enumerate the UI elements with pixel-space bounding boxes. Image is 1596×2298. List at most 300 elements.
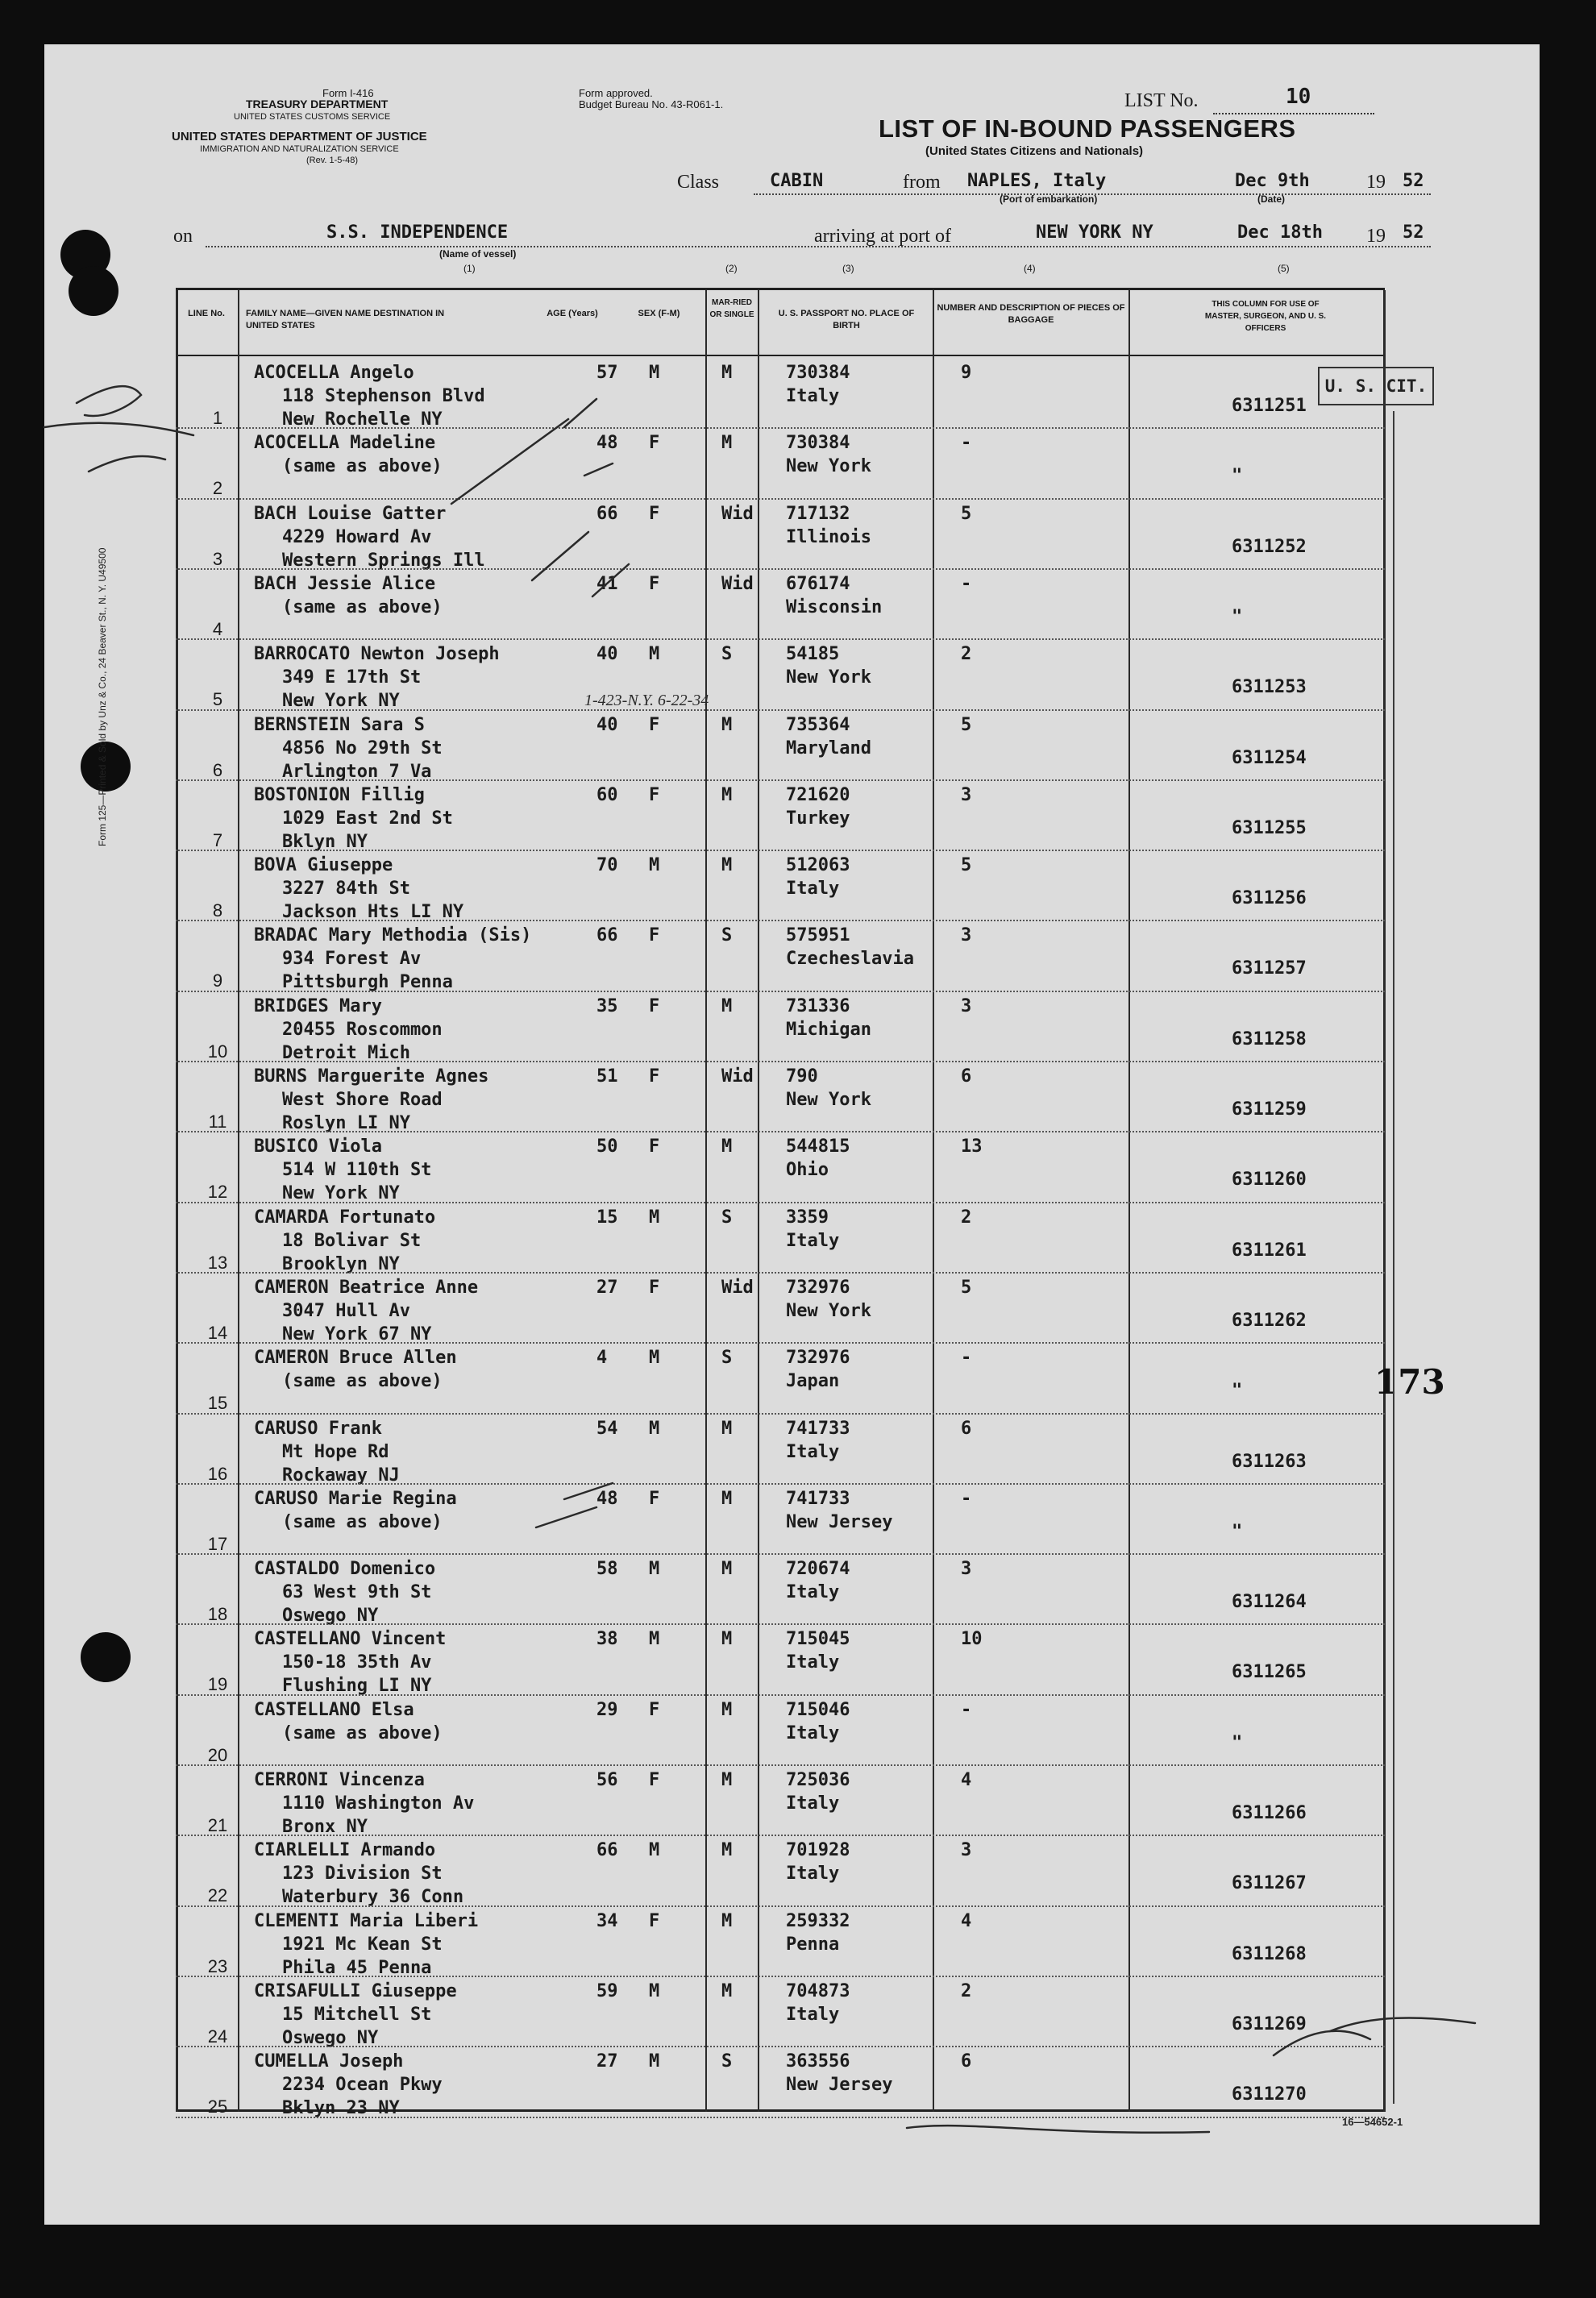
passenger-age: 15: [596, 1207, 618, 1228]
passenger-sex: M: [649, 1207, 660, 1228]
passenger-address-2: Rockaway NJ: [282, 1465, 400, 1486]
baggage-count: 5: [961, 855, 972, 876]
passenger-marital-status: Wid: [721, 503, 754, 524]
col-2-number: (2): [725, 263, 738, 274]
row-separator: [176, 638, 1385, 640]
place-of-birth: Italy: [786, 1864, 840, 1885]
form-number: Form I-416: [322, 87, 374, 99]
passenger-age: 48: [596, 433, 618, 454]
line-number: 5: [212, 689, 223, 710]
date-caption: (Date): [1257, 193, 1286, 205]
passenger-marital-status: S: [721, 1348, 733, 1369]
baggage-count: 3: [961, 1559, 972, 1580]
passenger-age: 35: [596, 995, 618, 1016]
passenger-name: BACH Jessie Alice: [254, 573, 436, 594]
baggage-count: -: [961, 1699, 972, 1720]
row-separator: [176, 1694, 1385, 1696]
place-of-birth: Italy: [786, 386, 840, 406]
passport-number: 701928: [786, 1840, 850, 1861]
passenger-address-2: Roslyn LI NY: [282, 1113, 410, 1133]
us-citizen-stamp: U. S. CIT.: [1318, 367, 1434, 405]
passport-number: 732976: [786, 1348, 850, 1369]
passenger-address-1: 18 Bolivar St: [282, 1230, 422, 1251]
side-print: Form 125—Printed & Sold by Unz & Co., 24 Beaver St., N. Y. U49500: [97, 547, 108, 846]
line-number: 21: [207, 1815, 228, 1835]
treasury-dept: TREASURY DEPARTMENT: [246, 98, 389, 110]
col-1-number: (1): [463, 263, 476, 274]
passenger-marital-status: M: [721, 1137, 733, 1157]
passenger-age: 38: [596, 1629, 618, 1650]
passenger-marital-status: M: [721, 1418, 733, 1439]
passenger-address-1: 1029 East 2nd St: [282, 808, 453, 829]
passenger-age: 59: [596, 1980, 618, 2001]
header-name: FAMILY NAME—GIVEN NAME DESTINATION IN UNITED STATES: [246, 309, 445, 330]
passport-number: 735364: [786, 714, 850, 735]
passenger-marital-status: S: [721, 925, 733, 946]
place-of-birth: Italy: [786, 1793, 840, 1814]
passenger-age: 48: [596, 1488, 618, 1509]
passenger-sex: F: [649, 1277, 660, 1298]
passenger-age: 40: [596, 714, 618, 735]
passport-number: 54185: [786, 644, 840, 665]
arrival-year-prefix: 19: [1366, 226, 1386, 247]
passenger-name: CRISAFULLI Giuseppe: [254, 1980, 457, 2001]
place-of-birth: Italy: [786, 1230, 840, 1251]
baggage-count: 9: [961, 363, 972, 383]
passenger-age: 60: [596, 784, 618, 805]
passenger-age: 27: [596, 2051, 618, 2072]
from-label: from: [903, 172, 941, 193]
baggage-count: -: [961, 1488, 972, 1509]
baggage-count: 4: [961, 1770, 972, 1790]
row-separator: [176, 427, 1385, 429]
passenger-sex: F: [649, 1910, 660, 1931]
officer-number: ": [1232, 1521, 1243, 1542]
embark-caption: (Port of embarkation): [1000, 193, 1098, 205]
passenger-name: BRIDGES Mary: [254, 995, 382, 1016]
passenger-address-1: 934 Forest Av: [282, 949, 422, 970]
class-label: Class: [677, 172, 720, 193]
passenger-age: 70: [596, 855, 618, 876]
line-number: 4: [212, 618, 223, 639]
passenger-address-1: 514 W 110th St: [282, 1160, 432, 1181]
passenger-name: ACOCELLA Angelo: [254, 363, 414, 383]
customs-service: UNITED STATES CUSTOMS SERVICE: [234, 112, 391, 122]
col-3-number: (3): [842, 263, 854, 274]
passenger-age: 58: [596, 1559, 618, 1580]
row-separator: [176, 1553, 1385, 1555]
place-of-birth: Italy: [786, 1582, 840, 1603]
line-number: 18: [207, 1604, 228, 1625]
ins-service: IMMIGRATION AND NATURALIZATION SERVICE: [200, 144, 399, 154]
passenger-name: CAMERON Beatrice Anne: [254, 1277, 479, 1298]
passenger-address-2: Detroit Mich: [282, 1042, 410, 1063]
officer-number: 6311269: [1232, 2013, 1307, 2034]
officer-number: 6311252: [1232, 536, 1307, 557]
passenger-address-2: Arlington 7 Va: [282, 761, 432, 782]
officer-number: 6311258: [1232, 1028, 1307, 1049]
passenger-sex: F: [649, 995, 660, 1016]
passenger-marital-status: M: [721, 1629, 733, 1650]
line-number: 11: [208, 1112, 227, 1132]
officer-number: 6311267: [1232, 1873, 1307, 1894]
vessel-name: S.S. INDEPENDENCE: [326, 222, 509, 243]
passport-number: 721620: [786, 784, 850, 805]
row-separator: [176, 1342, 1385, 1344]
row-separator: [176, 1483, 1385, 1485]
passenger-address-1: 150-18 35th Av: [282, 1652, 432, 1673]
baggage-count: 2: [961, 1207, 972, 1228]
passport-number: 715045: [786, 1629, 850, 1650]
baggage-count: 6: [961, 1066, 972, 1087]
passenger-address-1: 63 West 9th St: [282, 1582, 432, 1603]
passenger-name: CIARLELLI Armando: [254, 1840, 436, 1861]
passenger-address-2: Flushing LI NY: [282, 1676, 432, 1697]
passport-number: 741733: [786, 1488, 850, 1509]
passenger-name: CARUSO Frank: [254, 1418, 382, 1439]
row-separator: [176, 2046, 1385, 2047]
punch-hole: [81, 1632, 131, 1682]
line-number: 13: [207, 1252, 228, 1273]
passenger-age: 50: [596, 1137, 618, 1157]
place-of-birth: Illinois: [786, 526, 871, 547]
passenger-address-1: 3227 84th St: [282, 879, 410, 900]
passenger-age: 66: [596, 925, 618, 946]
row-separator: [176, 850, 1385, 851]
baggage-count: 5: [961, 1277, 972, 1298]
passenger-sex: F: [649, 784, 660, 805]
passenger-sex: M: [649, 1348, 660, 1369]
line-number: 24: [207, 2026, 228, 2047]
place-of-birth: Italy: [786, 1441, 840, 1462]
officer-number: 6311260: [1232, 1170, 1307, 1191]
passenger-address-1: 118 Stephenson Blvd: [282, 386, 485, 406]
passenger-marital-status: M: [721, 784, 733, 805]
place-of-birth: Wisconsin: [786, 596, 883, 617]
place-of-birth: New York: [786, 667, 871, 688]
line-number: 14: [207, 1322, 228, 1343]
line-number: 2: [212, 478, 223, 499]
passenger-name: CLEMENTI Maria Liberi: [254, 1910, 479, 1931]
baggage-count: 13: [961, 1137, 983, 1157]
passenger-address-1: 4229 Howard Av: [282, 526, 432, 547]
passport-number: 704873: [786, 1980, 850, 2001]
passport-number: 720674: [786, 1559, 850, 1580]
passenger-marital-status: Wid: [721, 1277, 754, 1298]
arrival-date: Dec 18th: [1237, 222, 1323, 243]
passenger-name: CASTELLANO Vincent: [254, 1629, 447, 1650]
passenger-address-1: 20455 Roscommon: [282, 1019, 443, 1040]
passenger-name: BERNSTEIN Sara S: [254, 714, 425, 735]
officer-number: ": [1232, 1732, 1243, 1753]
baggage-count: 3: [961, 925, 972, 946]
baggage-count: 4: [961, 1910, 972, 1931]
depart-date: Dec 9th: [1235, 171, 1310, 191]
officer-number: 6311256: [1232, 888, 1307, 909]
place-of-birth: Penna: [786, 1934, 840, 1955]
passport-number: 575951: [786, 925, 850, 946]
place-of-birth: New York: [786, 1090, 871, 1110]
place-of-birth: Ohio: [786, 1160, 829, 1181]
passenger-name: CERRONI Vincenza: [254, 1770, 425, 1790]
passenger-marital-status: S: [721, 2051, 733, 2072]
passenger-address-1: 15 Mitchell St: [282, 2004, 432, 2025]
passenger-sex: F: [649, 503, 660, 524]
passenger-sex: M: [649, 1418, 660, 1439]
passport-number: 259332: [786, 1910, 850, 1931]
officer-number: 6311262: [1232, 1310, 1307, 1331]
place-of-birth: New Jersey: [786, 1511, 893, 1532]
header-officers: THIS COLUMN FOR USE OF MASTER, SURGEON, AND U. S. OFFICERS: [1204, 300, 1327, 333]
row-separator: [176, 498, 1385, 500]
passenger-name: CUMELLA Joseph: [254, 2051, 404, 2072]
passenger-address-2: Jackson Hts LI NY: [282, 902, 464, 923]
passenger-name: ACOCELLA Madeline: [254, 433, 436, 454]
passenger-address-1: 123 Division St: [282, 1864, 443, 1885]
header-baggage: NUMBER AND DESCRIPTION OF PIECES OF BAGGAGE: [937, 303, 1125, 325]
row-separator: [176, 1413, 1385, 1415]
officer-number: 6311257: [1232, 958, 1307, 979]
passport-number: 717132: [786, 503, 850, 524]
passenger-sex: M: [649, 644, 660, 665]
passenger-age: 57: [596, 363, 618, 383]
line-number: 9: [212, 970, 223, 991]
passenger-address-1: (same as above): [282, 1511, 443, 1532]
place-of-birth: Italy: [786, 879, 840, 900]
passenger-age: 54: [596, 1418, 618, 1439]
row-separator: [176, 709, 1385, 711]
baggage-count: 3: [961, 995, 972, 1016]
passenger-age: 66: [596, 503, 618, 524]
passport-number: 676174: [786, 573, 850, 594]
passenger-sex: F: [649, 1066, 660, 1087]
punch-hole: [69, 266, 118, 316]
passenger-address-2: Oswego NY: [282, 1606, 379, 1627]
passenger-age: 27: [596, 1277, 618, 1298]
passenger-address-2: New York NY: [282, 1183, 400, 1204]
passenger-age: 41: [596, 573, 618, 594]
officer-number: 6311270: [1232, 2084, 1307, 2105]
row-separator: [176, 1623, 1385, 1625]
line-number: 16: [207, 1463, 228, 1484]
passenger-sex: M: [649, 1980, 660, 2001]
officer-number: 6311251: [1232, 396, 1307, 416]
line-number: 7: [212, 829, 223, 850]
passenger-age: 51: [596, 1066, 618, 1087]
passport-number: 715046: [786, 1699, 850, 1720]
place-of-birth: New Jersey: [786, 2075, 893, 2096]
row-separator: [176, 1202, 1385, 1203]
passport-number: 544815: [786, 1137, 850, 1157]
baggage-count: -: [961, 573, 972, 594]
row-separator: [176, 1976, 1385, 1977]
passenger-address-2: Phila 45 Penna: [282, 1957, 432, 1978]
baggage-count: -: [961, 1348, 972, 1369]
col-4-number: (4): [1024, 263, 1036, 274]
place-of-birth: Italy: [786, 1722, 840, 1743]
line-number: 20: [207, 1744, 228, 1765]
row-separator: [176, 568, 1385, 570]
passenger-address-1: 2234 Ocean Pkwy: [282, 2075, 443, 2096]
place-of-birth: Michigan: [786, 1019, 871, 1040]
line-number: 19: [207, 1674, 228, 1695]
place-of-birth: Italy: [786, 1652, 840, 1673]
line-number: 3: [212, 548, 223, 569]
passenger-name: CAMERON Bruce Allen: [254, 1348, 457, 1369]
passenger-sex: F: [649, 1488, 660, 1509]
passport-number: 3359: [786, 1207, 829, 1228]
passenger-name: CARUSO Marie Regina: [254, 1488, 457, 1509]
place-of-birth: New York: [786, 456, 871, 477]
list-no-label: LIST No.: [1124, 90, 1199, 111]
passenger-marital-status: M: [721, 1910, 733, 1931]
passenger-name: CASTALDO Domenico: [254, 1559, 436, 1580]
passenger-sex: F: [649, 925, 660, 946]
passenger-marital-status: S: [721, 1207, 733, 1228]
depart-year: 52: [1403, 171, 1424, 191]
header-married: MAR-RIED OR SINGLE: [709, 298, 754, 319]
baggage-count: 5: [961, 503, 972, 524]
row-separator: [176, 1905, 1385, 1907]
passport-number: 731336: [786, 995, 850, 1016]
baggage-count: 2: [961, 644, 972, 665]
row-separator: [176, 1764, 1385, 1766]
on-label: on: [173, 226, 193, 247]
passenger-marital-status: M: [721, 714, 733, 735]
passenger-marital-status: Wid: [721, 1066, 754, 1087]
passenger-address-1: 3047 Hull Av: [282, 1300, 410, 1321]
passenger-sex: M: [649, 855, 660, 876]
passport-number: 730384: [786, 363, 850, 383]
passenger-name: BUSICO Viola: [254, 1137, 382, 1157]
table-header-border: [176, 355, 1385, 356]
passenger-marital-status: M: [721, 433, 733, 454]
line-number: 17: [207, 1533, 228, 1554]
passenger-sex: F: [649, 573, 660, 594]
officer-number: 6311263: [1232, 1451, 1307, 1472]
passenger-address-2: Western Springs Ill: [282, 550, 485, 571]
baggage-count: 3: [961, 1840, 972, 1861]
passenger-marital-status: M: [721, 855, 733, 876]
list-no-value: 10: [1286, 85, 1311, 109]
row-separator: [176, 1835, 1385, 1836]
officer-number: ": [1232, 1381, 1243, 1402]
place-of-birth: Czecheslavia: [786, 949, 914, 970]
form-approved: Form approved.: [579, 87, 653, 99]
revision: (Rev. 1-5-48): [306, 156, 358, 165]
passenger-age: 34: [596, 1910, 618, 1931]
officer-number: 6311268: [1232, 1943, 1307, 1964]
passenger-marital-status: M: [721, 1980, 733, 2001]
row-separator: [176, 920, 1385, 921]
baggage-count: -: [961, 433, 972, 454]
place-of-birth: Turkey: [786, 808, 850, 829]
passenger-age: 40: [596, 644, 618, 665]
budget-bureau: Budget Bureau No. 43-R061-1.: [579, 98, 724, 110]
passenger-address-2: Brooklyn NY: [282, 1253, 400, 1274]
passenger-sex: M: [649, 1559, 660, 1580]
baggage-count: 6: [961, 1418, 972, 1439]
passenger-address-1: (same as above): [282, 1722, 443, 1743]
passenger-sex: F: [649, 433, 660, 454]
officer-number: 6311255: [1232, 817, 1307, 838]
place-of-birth: Maryland: [786, 738, 871, 758]
passenger-sex: M: [649, 2051, 660, 2072]
arrival-port: NEW YORK NY: [1036, 222, 1153, 243]
passenger-marital-status: Wid: [721, 573, 754, 594]
line-number: 25: [207, 2096, 228, 2117]
page-subtitle: (United States Citizens and Nationals): [925, 144, 1144, 158]
passenger-name: BARROCATO Newton Joseph: [254, 644, 500, 665]
passenger-address-1: 4856 No 29th St: [282, 738, 443, 758]
baggage-count: 5: [961, 714, 972, 735]
baggage-count: 6: [961, 2051, 972, 2072]
passenger-marital-status: M: [721, 363, 733, 383]
line-number: 8: [212, 900, 223, 921]
page-number: 173: [1374, 1362, 1445, 1402]
passenger-address-2: Pittsburgh Penna: [282, 972, 453, 993]
passport-number: 790: [786, 1066, 818, 1087]
passenger-name: BOSTONION Fillig: [254, 784, 425, 805]
passenger-address-2: Waterbury 36 Conn: [282, 1887, 464, 1908]
passenger-address-2: New York NY: [282, 691, 400, 712]
officer-number: 6311253: [1232, 677, 1307, 698]
row-separator: [176, 1061, 1385, 1062]
row-separator: [176, 1131, 1385, 1132]
passenger-name: BURNS Marguerite Agnes: [254, 1066, 489, 1087]
header-line-no: LINE No.: [188, 309, 225, 318]
row-separator: [176, 991, 1385, 992]
line-number: 10: [207, 1041, 228, 1062]
passenger-sex: M: [649, 1629, 660, 1650]
passport-number: 512063: [786, 855, 850, 876]
officer-number: 6311259: [1232, 1099, 1307, 1120]
officer-number: 6311264: [1232, 1592, 1307, 1613]
passenger-marital-status: S: [721, 644, 733, 665]
line-number: 1: [212, 408, 223, 428]
svg-text:1-423-N.Y. 6-22-34: 1-423-N.Y. 6-22-34: [584, 692, 709, 709]
passenger-name: BOVA Giuseppe: [254, 855, 393, 876]
passenger-sex: F: [649, 1770, 660, 1790]
page-title: LIST OF IN-BOUND PASSENGERS: [879, 114, 1296, 143]
col-5-number: (5): [1278, 263, 1290, 274]
passenger-marital-status: M: [721, 1559, 733, 1580]
line-number: 22: [207, 1885, 228, 1906]
passenger-age: 29: [596, 1699, 618, 1720]
officer-number: 6311254: [1232, 747, 1307, 768]
header-age: AGE (Years): [547, 309, 598, 318]
baggage-count: 10: [961, 1629, 983, 1650]
header-passport: U. S. PASSPORT NO. PLACE OF BIRTH: [778, 309, 915, 330]
passenger-age: 66: [596, 1840, 618, 1861]
arriving-label: arriving at port of: [814, 226, 951, 247]
passenger-marital-status: M: [721, 1840, 733, 1861]
row-separator: [176, 779, 1385, 781]
embark-port: NAPLES, Italy: [967, 171, 1107, 191]
officer-number: 6311261: [1232, 1240, 1307, 1261]
passenger-name: CAMARDA Fortunato: [254, 1207, 436, 1228]
passenger-sex: F: [649, 1699, 660, 1720]
passenger-name: CASTELLANO Elsa: [254, 1699, 414, 1720]
passenger-marital-status: M: [721, 1488, 733, 1509]
passenger-name: BACH Louise Gatter: [254, 503, 447, 524]
header-sex: SEX (F-M): [638, 309, 680, 318]
passenger-sex: F: [649, 714, 660, 735]
table-top-border: [176, 288, 1385, 290]
passenger-address-1: (same as above): [282, 456, 443, 477]
passenger-address-1: Mt Hope Rd: [282, 1441, 389, 1462]
passenger-address-2: New York 67 NY: [282, 1324, 432, 1344]
